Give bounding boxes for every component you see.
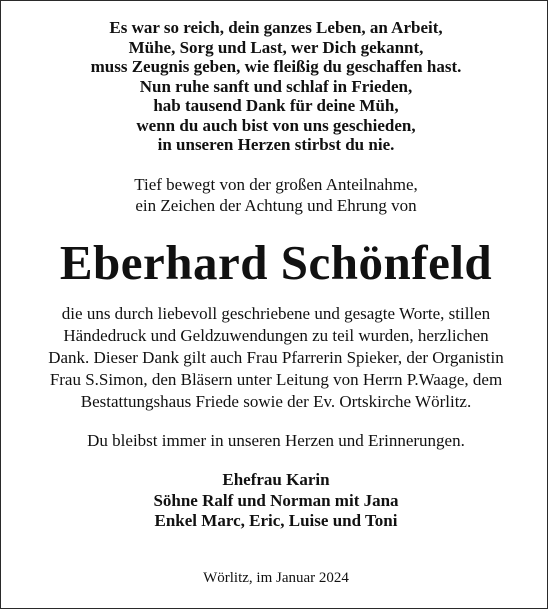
intro-line: Tief bewegt von der großen Anteilnahme, xyxy=(134,175,418,194)
family-line: Ehefrau Karin xyxy=(222,470,330,489)
deceased-name: Eberhard Schönfeld xyxy=(59,235,493,290)
poem-line: Mühe, Sorg und Last, wer Dich gekannt, xyxy=(128,37,424,57)
memorial-poem xyxy=(1,18,550,155)
family-line: Enkel Marc, Eric, Luise und Toni xyxy=(154,511,398,530)
poem-line: wenn du auch bist von uns geschieden, xyxy=(136,115,416,135)
intro-text xyxy=(1,174,550,216)
poem-line: Nun ruhe sanft und schlaf in Frieden, xyxy=(139,76,413,96)
poem-line: muss Zeugnis geben, wie fleißig du geschaffen hast. xyxy=(90,57,462,76)
thanks-line: die uns durch liebevoll geschriebene und gesagte Worte, stillen xyxy=(61,304,491,323)
thanks-line: Händedruck und Geldzuwendungen zu teil wurden, herzlichen xyxy=(63,326,489,345)
family-signatures xyxy=(1,470,550,532)
place-and-date: Wörlitz, im Januar 2024 xyxy=(203,570,349,586)
poem-line: Es war so reich, dein ganzes Leben, an Arbeit, xyxy=(109,18,443,37)
poem-line: hab tausend Dank für deine Müh, xyxy=(153,96,399,115)
intro-line: ein Zeichen der Achtung und Ehrung von xyxy=(135,196,417,215)
thanks-line: Bestattungshaus Friede sowie der Ev. Ortskirche Wörlitz. xyxy=(80,392,472,411)
thanks-paragraph xyxy=(1,303,550,413)
closing-line: Du bleibst immer in unseren Herzen und Erinnerungen. xyxy=(87,431,465,450)
family-line: Söhne Ralf und Norman mit Jana xyxy=(153,490,399,510)
poem-line: in unseren Herzen stirbst du nie. xyxy=(157,135,395,154)
thanks-line: Frau S.Simon, den Bläsern unter Leitung von Herrn P.Waage, dem xyxy=(49,370,503,389)
thanks-line: Dank. Dieser Dank gilt auch Frau Pfarrerin Spieker, der Organistin xyxy=(48,348,504,367)
